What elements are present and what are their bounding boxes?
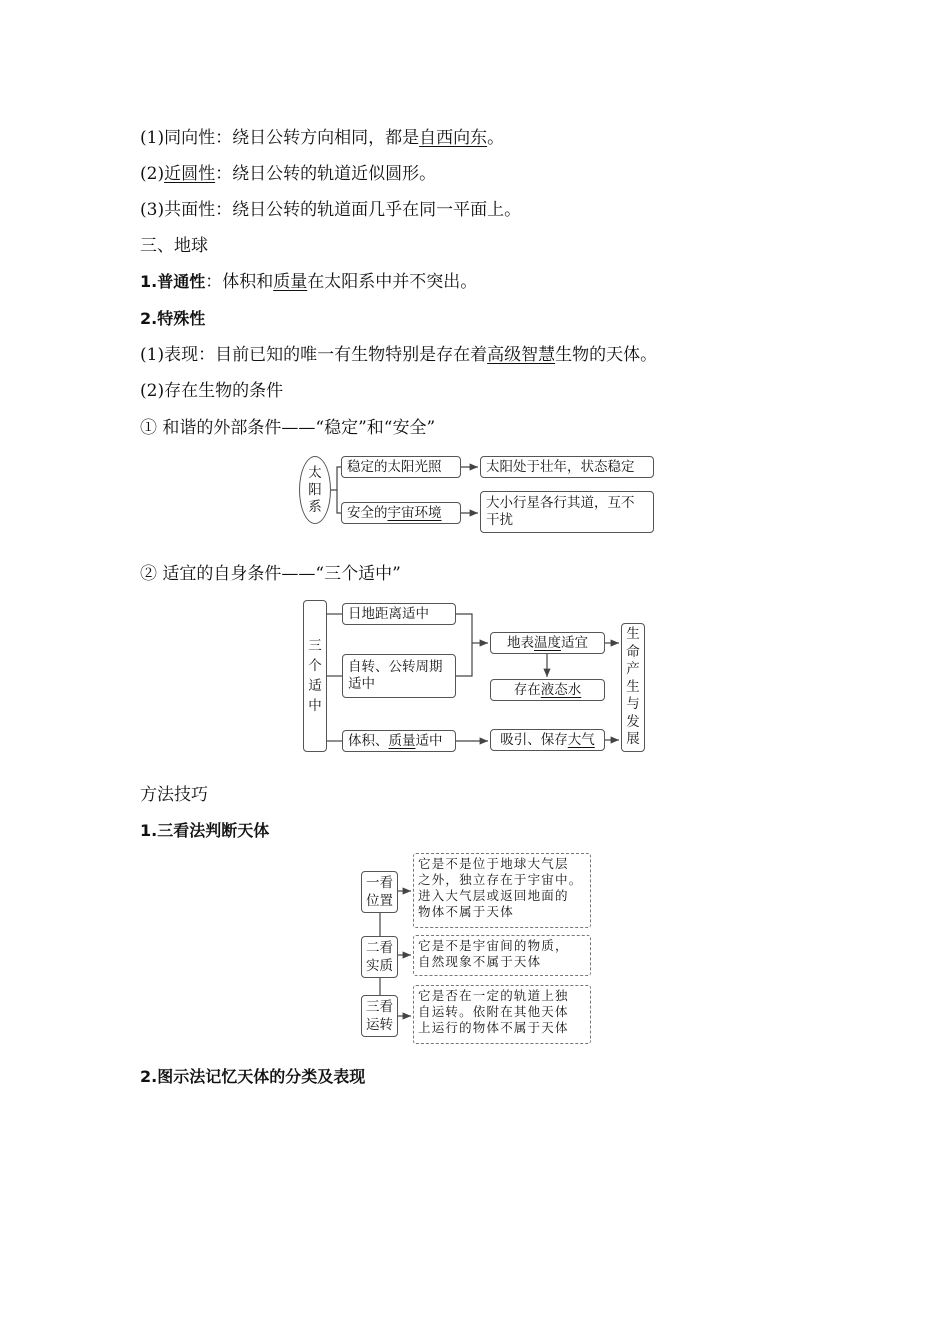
node-char: 生: [626, 678, 640, 695]
box-text: 它是否在一定的轨道上独: [418, 988, 569, 1003]
box-text: 二看: [366, 940, 393, 956]
para-self-conditions: ② 适宜的自身条件——“三个适中”: [140, 564, 401, 584]
underlined-answer: 液态水: [540, 681, 582, 698]
node-char: 与: [626, 696, 640, 713]
bold-term: 2.图示法记忆天体的分类及表现: [140, 1067, 366, 1086]
node-char: 生: [626, 626, 640, 643]
node-char: 展: [626, 731, 640, 748]
box-text: 实质: [366, 958, 393, 974]
para-text: (1)表现：目前已知的唯一有生物特别是存在着: [140, 345, 488, 365]
box-text: 它是不是位于地球大气层: [418, 856, 569, 871]
sun-earth-distance-box: 日地距离适中: [342, 603, 456, 625]
section-heading-earth: 三、地球: [140, 236, 208, 256]
stable-sunlight-box: 稳定的太阳光照: [341, 456, 461, 478]
underlined-answer: 大气: [567, 731, 595, 748]
box-text: 体积、: [348, 732, 389, 749]
node-char: 产: [626, 661, 640, 678]
bold-term: 2.特殊性: [140, 309, 206, 328]
box-text: 安全的: [347, 504, 388, 521]
method-heading: 方法技巧: [140, 785, 208, 805]
box-text: 三看: [366, 999, 393, 1015]
para-conditions: (2)存在生物的条件: [140, 381, 284, 401]
box-text: 存在: [513, 681, 541, 698]
box-text: 自然现象不属于天体: [418, 954, 542, 969]
box-text: 适中: [415, 732, 443, 749]
box-text: 进入大气层或返回地面的: [418, 888, 569, 903]
box-text: 干扰: [486, 512, 513, 528]
bold-term: 1.普通性: [140, 272, 206, 291]
node-char: 适: [308, 678, 322, 694]
para-text: ：体积和: [205, 272, 274, 292]
para-text: 生物的天体。: [555, 345, 658, 365]
sun-prime-box: 太阳处于壮年，状态稳定: [480, 456, 654, 478]
para-text: (2): [140, 164, 165, 184]
node-char: 系: [308, 498, 322, 515]
box-text: 位置: [366, 893, 393, 909]
bold-term: 1.三看法判断天体: [140, 821, 270, 840]
para-text: (1)同向性：绕日公转方向相同，都是: [140, 128, 420, 148]
para-text: 。: [487, 128, 505, 148]
box-text: 自转、公转周期: [348, 659, 443, 675]
para-coplanar: (3)共面性：绕日公转的轨道面几乎在同一平面上。: [140, 200, 522, 220]
node-char: 发: [626, 713, 640, 730]
underlined-answer: 宇宙环境: [387, 504, 442, 521]
box-text: 大小行星各行其道，互不: [486, 495, 635, 511]
box-text: 适中: [348, 676, 375, 692]
node-char: 中: [308, 698, 322, 714]
node-char: 个: [308, 658, 322, 674]
para-text: 在太阳系中并不突出。: [307, 272, 478, 292]
underlined-answer: 自西向东: [419, 128, 488, 148]
para-external-conditions: ① 和谐的外部条件——“稳定”和“安全”: [140, 418, 436, 438]
node-char: 三: [308, 638, 322, 654]
node-char: 命: [626, 643, 640, 660]
box-text: 一看: [366, 875, 393, 891]
box-text: 适宜: [561, 634, 588, 651]
box-text: 上运行的物体不属于天体: [418, 1020, 569, 1035]
underlined-answer: 质量: [388, 732, 416, 749]
box-text: 吸引、保存: [500, 731, 568, 748]
box-text: 运转: [366, 1017, 393, 1033]
underlined-answer: 高级智慧: [487, 345, 556, 365]
box-text: 之外，独立存在于宇宙中。: [418, 872, 583, 887]
box-text: 自运转。依附在其他天体: [418, 1004, 569, 1019]
node-char: 太: [308, 464, 322, 481]
underlined-answer: 质量: [273, 272, 308, 292]
para-text: ：绕日公转的轨道近似圆形。: [215, 164, 437, 184]
underlined-answer: 近圆性: [164, 164, 216, 184]
box-text: 它是不是宇宙间的物质，: [418, 938, 569, 953]
box-text: 物体不属于天体: [418, 904, 514, 919]
box-text: 地表: [507, 634, 534, 651]
underlined-answer: 温度: [534, 634, 561, 651]
node-char: 阳: [308, 481, 322, 498]
